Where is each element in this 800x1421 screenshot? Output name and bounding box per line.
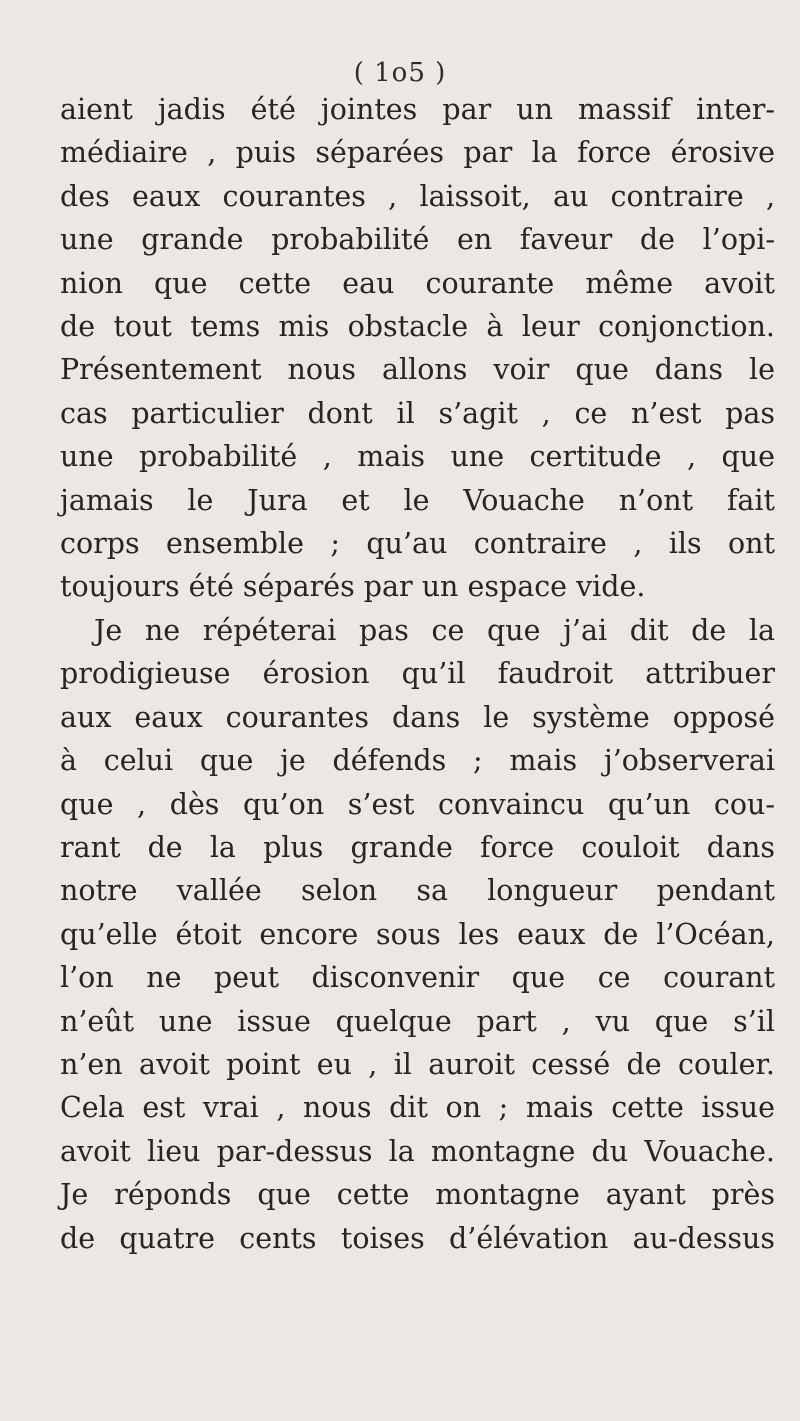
text-line: qu’elle étoit encore sous les eaux de l’Océan, [60,917,775,951]
text-line: avoit lieu par-dessus la montagne du Vouache. [60,1134,775,1168]
body-text [60,88,775,1260]
text-line: à celui que je défends ; mais j’observerai [60,744,775,778]
text-line: jamais le Jura et le Vouache n’ont fait [60,483,775,517]
text-line: notre vallée selon sa longueur pendant [60,874,775,908]
text-line: corps ensemble ; qu’au contraire , ils ont [60,527,775,561]
text-line: des eaux courantes , laissoit, au contraire , [60,179,775,213]
text-line: nion que cette eau courante même avoit [60,266,775,300]
text-line: une grande probabilité en faveur de l’opi- [60,223,775,257]
text-line: Je ne répéterai pas ce que j’ai dit de la [94,613,775,647]
text-line: de tout tems mis obstacle à leur conjonction. [60,310,775,344]
text-line: Cela est vrai , nous dit on ; mais cette issue [60,1091,775,1125]
text-line: n’en avoit point eu , il auroit cessé de couler. [60,1047,775,1081]
text-line: aient jadis été jointes par un massif inter- [60,93,775,126]
text-line: l’on ne peut disconvenir que ce courant [60,961,775,995]
text-line: rant de la plus grande force couloit dans [60,830,775,864]
text-line: toujours été séparés par un espace vide. [60,570,646,604]
text-line: une probabilité , mais une certitude , que [60,440,775,474]
text-line: aux eaux courantes dans le système opposé [60,700,775,734]
page-number: ( 1o5 ) [353,58,447,88]
text-line: cas particulier dont il s’agit , ce n’est pas [60,396,775,430]
text-line: médiaire , puis séparées par la force érosive [60,136,775,170]
text-line: de quatre cents toises d’élévation au-dessus [60,1221,775,1255]
text-line: Je réponds que cette montagne ayant près [60,1178,775,1212]
text-line: prodigieuse érosion qu’il faudroit attribuer [60,657,775,691]
text-line: Présentement nous allons voir que dans le [60,353,775,387]
text-line: n’eût une issue quelque part , vu que s’il [60,1004,775,1038]
text-line: que , dès qu’on s’est convaincu qu’un cou- [60,787,775,821]
